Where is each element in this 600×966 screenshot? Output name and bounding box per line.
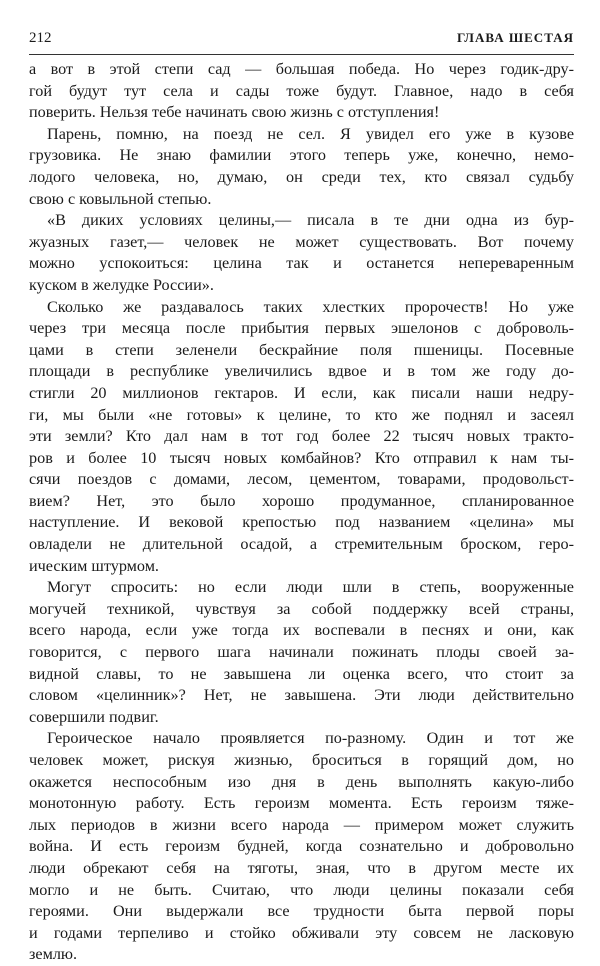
text-line: говорится, с первого шага начинали пожинать плоды своей за- <box>29 643 574 662</box>
text-line: эти земли? Кто дал нам в тот год более 22 тысяч новых тракто- <box>29 427 574 446</box>
text-line: Парень, помню, на поезд не сел. Я увидел его уже в кузове <box>47 124 574 143</box>
text-line: окажется неспособным изо дня в день выполнять какую-либо <box>29 772 574 791</box>
text-line: овладели не длительной осадой, а стремительным броском, геро- <box>29 535 574 554</box>
text-line: ическим штурмом. <box>29 556 159 575</box>
text-line: могучей техникой, чувствуя за собой поддержку всей страны, <box>29 599 574 618</box>
text-line: жуазных газет,— человек не может существовать. Вот почему <box>29 232 574 251</box>
paragraph <box>29 210 574 296</box>
text-line: наступление. И вековой крепостью под названием «целина» мы <box>29 513 574 532</box>
paragraph <box>29 59 574 124</box>
text-line: и годами терпеливо и стойко обживали эту совсем не ласковую <box>29 923 574 942</box>
paragraph <box>29 577 574 728</box>
text-line: Героическое начало проявляется по-разному. Один и тот же <box>47 729 574 748</box>
text-line: лых периодов в жизни всего народа — примером может служить <box>29 815 574 834</box>
text-line: люди обрекают себя на тяготы, зная, что в другом месте их <box>29 858 574 877</box>
text-line: а вот в этой степи сад — большая победа. Но через годик-дру- <box>29 60 574 78</box>
text-line: сячи поездов с домами, лесом, цементом, товарами, продовольст- <box>29 470 574 489</box>
text-line: Сколько же раздавалось таких хлестких пророчеств! Но уже <box>47 297 574 316</box>
text-line: ров и более 10 тысяч новых комбайнов? Кто отправил к нам ты- <box>29 448 574 467</box>
text-line: куском в желудке России». <box>29 275 214 294</box>
text-line: видной славы, то не завышена ли оценка всего, что стоит за <box>29 664 574 683</box>
text-line: грузовика. Не знаю фамилии этого теперь уже, конечно, немо- <box>29 146 574 165</box>
text-line: землю. <box>29 945 78 964</box>
paragraph <box>29 124 574 210</box>
text-line: можно успокоиться: целина так и останется непереваренным <box>29 254 574 273</box>
text-line: вием? Нет, это было хорошо продуманное, спланированное <box>29 491 574 510</box>
text-line: Могут спросить: но если люди шли в степь, вооруженные <box>47 578 574 597</box>
text-line: цами в степи зеленели бескрайние поля пшеницы. Посевные <box>29 340 574 359</box>
text-line: человек может, рискуя жизнью, броситься в горящий дом, но <box>29 751 574 769</box>
book-page <box>29 30 574 966</box>
paragraph <box>29 297 574 578</box>
text-line: монотонную работу. Есть героизм момента. Есть героизм тяже- <box>29 794 574 813</box>
text-line: площади в республике увеличились вдвое и в том же году до- <box>29 362 574 381</box>
text-line: гой будут тут села и сады тоже будут. Главное, надо в себя <box>29 81 574 100</box>
text-line: война. И есть героизм будней, когда сознательно и добровольно <box>29 837 574 856</box>
chapter-title: ГЛАВА ШЕСТАЯ <box>456 30 574 45</box>
text-line: «В диких условиях целины,— писала в те дни одна из бур- <box>47 211 574 230</box>
page-header <box>29 30 574 55</box>
page-number: 212 <box>29 30 52 46</box>
page-body <box>29 59 574 966</box>
text-line: поверить. Нельзя тебе начинать свою жизнь с отступления! <box>29 103 440 122</box>
text-line: совершили подвиг. <box>29 707 159 726</box>
paragraph <box>29 728 574 966</box>
text-line: ги, мы были «не готовы» к целине, то кто же поднял и засеял <box>29 405 574 424</box>
text-line: через три месяца после прибытия первых эшелонов с доброволь- <box>29 319 574 338</box>
text-line: свою с ковыльной степью. <box>29 189 212 208</box>
text-line: могло и не быть. Считаю, что люди целины показали себя <box>29 880 574 899</box>
text-line: героями. Они выдержали все трудности быта первой поры <box>29 902 574 921</box>
text-line: стигли 20 миллионов гектаров. И если, как писали наши недру- <box>29 383 574 402</box>
text-line: всего народа, если уже тогда их воспевали в песнях и они, как <box>29 621 574 640</box>
text-line: словом «целинник»? Нет, не завышена. Эти люди действительно <box>29 686 574 705</box>
text-line: лодого человека, но, думаю, он среди тех, кто связал судьбу <box>29 167 574 186</box>
